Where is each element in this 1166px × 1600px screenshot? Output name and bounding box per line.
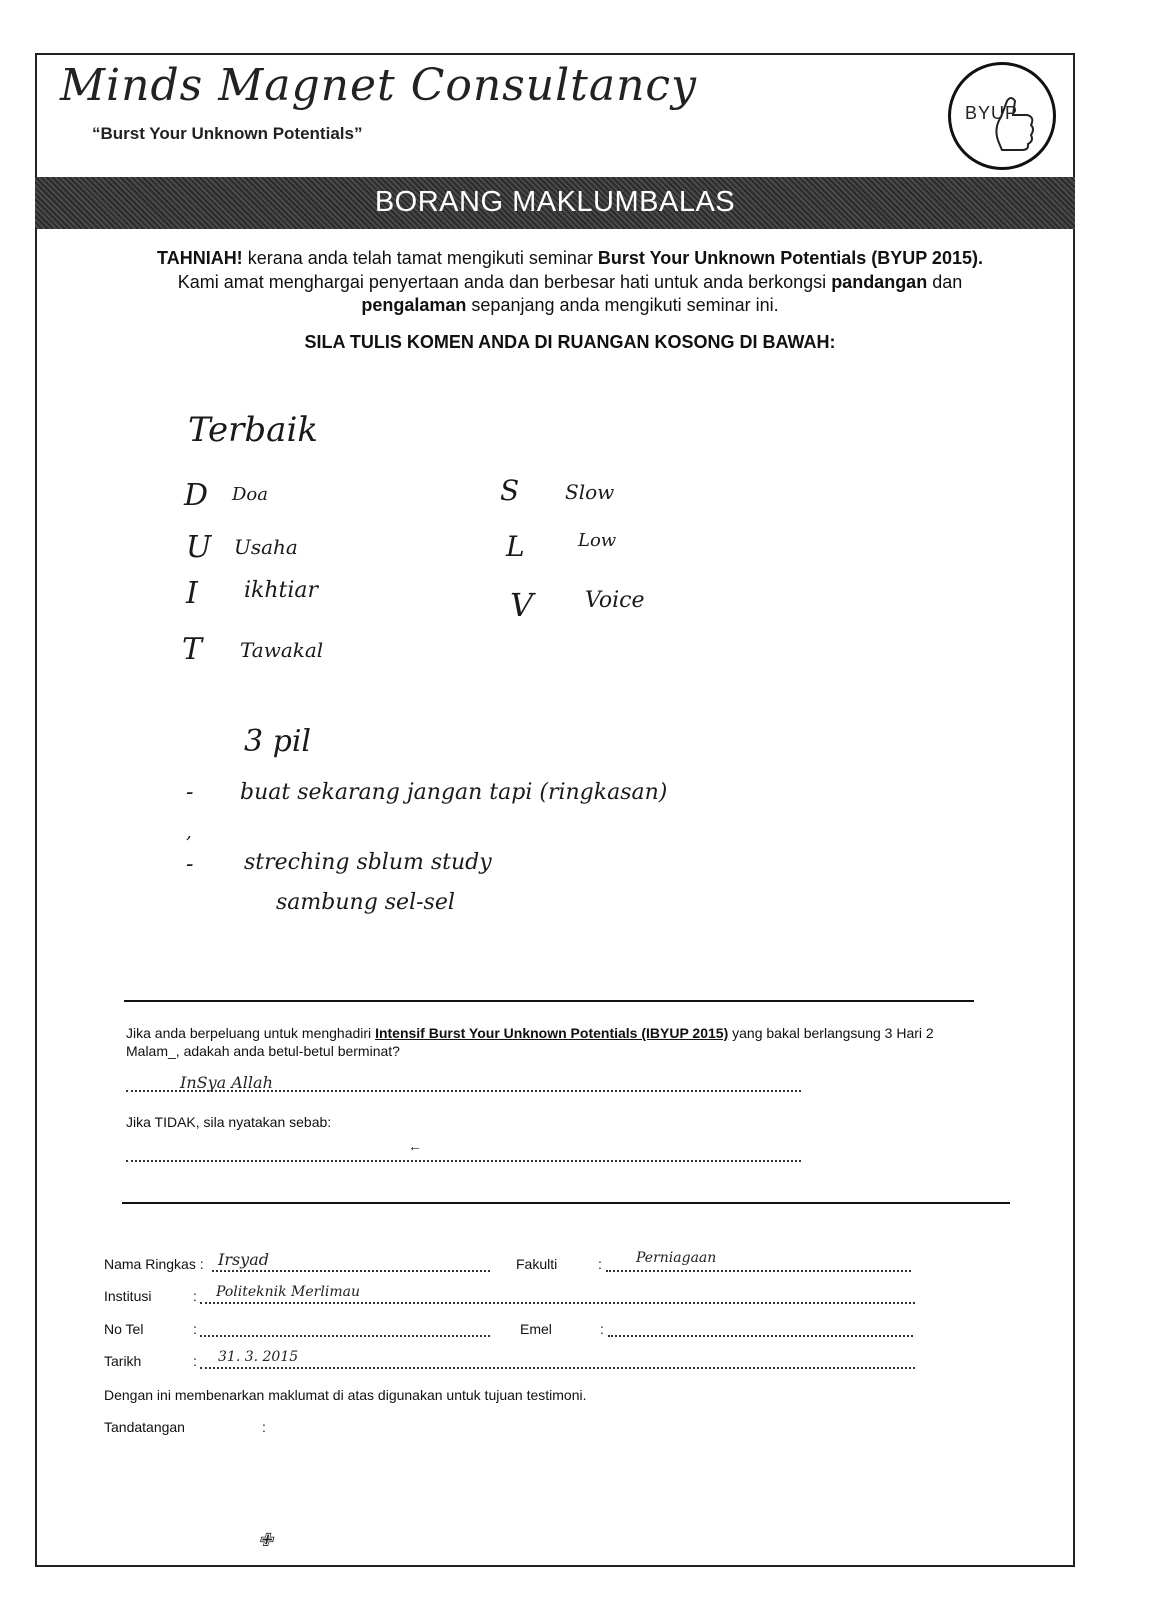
intensif-question-line-1: Jika anda berpeluang untuk menghadiri Intensif Burst Your Unknown Potentials (IBYUP 2015) yang bakal berlangsung 3 Hari 2: [126, 1025, 934, 1041]
acronym-word: Usaha: [234, 535, 298, 559]
byup-badge: [948, 62, 1056, 170]
acronym-letter: T: [182, 632, 203, 667]
notel-field[interactable]: [200, 1335, 490, 1337]
nama-label: Nama Ringkas :: [104, 1256, 204, 1272]
bullet-dash: ,: [186, 822, 192, 843]
tandatangan-colon: :: [262, 1419, 266, 1435]
emel-colon: :: [600, 1321, 604, 1337]
comment-heading: Terbaik: [188, 410, 318, 450]
tandatangan-label: Tandatangan: [104, 1419, 185, 1435]
intensif-program-name: Intensif Burst Your Unknown Potentials (IBYUP 2015): [375, 1025, 729, 1041]
pil-heading: 3 pil: [244, 724, 312, 759]
badge-label: BYUP: [965, 103, 1019, 123]
institusi-field[interactable]: [200, 1302, 915, 1304]
acronym-letter: L: [506, 530, 525, 563]
section-divider: [124, 1000, 974, 1002]
bullet-dash: -: [186, 852, 194, 877]
tarikh-label: Tarikh: [104, 1353, 142, 1369]
intensif-question-line-2: Malam_, adakah anda betul-betul berminat?: [126, 1043, 400, 1059]
company-logo: Minds Magnet Consultancy: [60, 60, 697, 111]
comment-prompt: SILA TULIS KOMEN ANDA DI RUANGAN KOSONG DI BAWAH:: [304, 332, 836, 352]
acronym-letter: D: [184, 478, 209, 513]
pil-item: buat sekarang jangan tapi (ringkasan): [240, 780, 668, 805]
intro-line-2: Kami amat menghargai penyertaan anda dan berbesar hati untuk anda berkongsi pandangan dan: [177, 272, 963, 292]
nama-value: Irsyad: [218, 1250, 269, 1269]
acronym-word: Low: [578, 530, 617, 551]
seminar-name: Burst Your Unknown Potentials (BYUP 2015).: [597, 248, 983, 268]
signature-mark[interactable]: ✙: [258, 1530, 274, 1551]
intro-line-3: pengalaman sepanjang anda mengikuti seminar ini.: [361, 295, 779, 315]
declaration-text: Dengan ini membenarkan maklumat di atas digunakan untuk tujuan testimoni.: [104, 1387, 587, 1403]
pil-item: sambung sel-sel: [276, 890, 455, 915]
institusi-colon: :: [193, 1288, 197, 1304]
acronym-letter: V: [510, 586, 534, 624]
tidak-label: Jika TIDAK, sila nyatakan sebab:: [126, 1114, 332, 1130]
title-banner: [35, 177, 1075, 229]
section-divider: [122, 1202, 1010, 1204]
acronym-letter: S: [500, 474, 520, 507]
intro-line-1: TAHNIAH! kerana anda telah tamat mengikuti seminar Burst Your Unknown Potentials (BYUP 2015).: [157, 248, 983, 268]
company-tagline: “Burst Your Unknown Potentials”: [92, 124, 363, 143]
fakulti-colon: :: [598, 1256, 602, 1272]
fakulti-label: Fakulti: [516, 1256, 558, 1272]
acronym-word: Slow: [565, 480, 615, 504]
emel-field[interactable]: [608, 1335, 913, 1337]
nama-field[interactable]: [212, 1270, 490, 1272]
acronym-word: Voice: [585, 588, 645, 613]
fakulti-value: Perniagaan: [636, 1250, 717, 1266]
pil-item: streching sblum study: [244, 850, 492, 875]
congrats-text: TAHNIAH!: [157, 248, 243, 268]
acronym-word: ikhtiar: [244, 578, 319, 603]
notel-label: No Tel: [104, 1321, 144, 1337]
acronym-letter: I: [186, 576, 198, 611]
fakulti-field[interactable]: [606, 1270, 911, 1272]
tarikh-field[interactable]: [200, 1367, 915, 1369]
acronym-letter: U: [186, 530, 212, 565]
form-title: BORANG MAKLUMBALAS: [374, 186, 736, 218]
acronym-word: Tawakal: [240, 638, 324, 662]
tarikh-colon: :: [193, 1353, 197, 1369]
institusi-value: Politeknik Merlimau: [216, 1284, 360, 1300]
institusi-label: Institusi: [104, 1288, 152, 1304]
acronym-word: Doa: [232, 484, 268, 505]
reason-field[interactable]: [126, 1160, 801, 1162]
bullet-dash: -: [186, 780, 194, 805]
stray-mark: ←: [408, 1138, 422, 1154]
emel-label: Emel: [520, 1321, 552, 1337]
notel-colon: :: [193, 1321, 197, 1337]
tarikh-value: 31. 3. 2015: [218, 1349, 299, 1365]
answer-value: InSya Allah: [180, 1073, 273, 1092]
